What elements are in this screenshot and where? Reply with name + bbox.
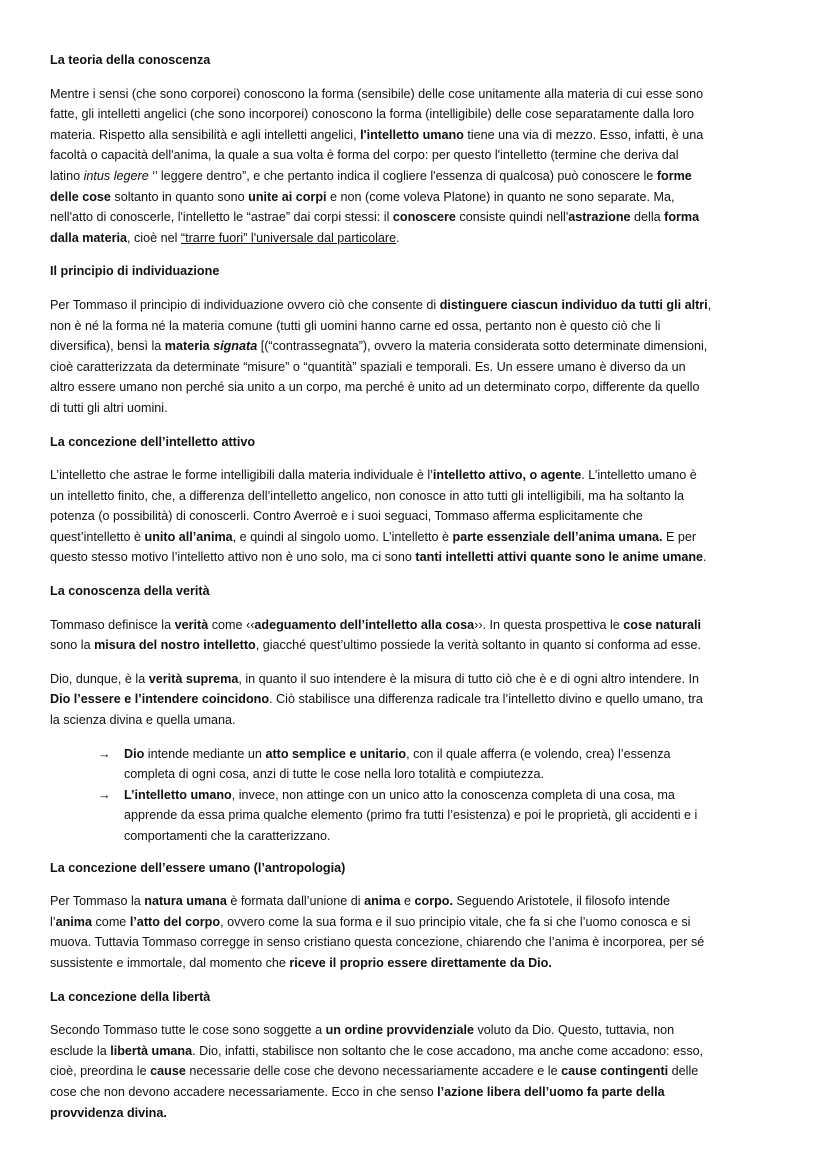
text-line	[50, 710, 790, 731]
text-run: facoltà o capacità dell'anima, la quale a sua volta è forma del corpo: per questo l'intelletto (termine che deriva dal	[50, 148, 679, 163]
text-run: di tutti gli altri uomini.	[50, 400, 168, 415]
text-run: cose che non devono accadere necessariamente. Ecco in che senso	[50, 1084, 438, 1099]
text-run: L’intelletto che astrae le forme intelligibili dalla materia individuale è l’	[50, 468, 433, 483]
text-run: necessarie delle cose che devono necessariamente accadere e le	[185, 1064, 562, 1079]
text-run: Per Tommaso la	[50, 894, 145, 909]
bold-text: conoscere	[392, 210, 456, 225]
arrow-right-icon: →	[98, 787, 111, 802]
text-run: esclude la	[50, 1043, 111, 1058]
text-run: cioè, preordina le	[50, 1064, 151, 1079]
section-heading: La teoria della conoscenza	[50, 53, 211, 67]
paragraph	[50, 465, 790, 568]
text-run: .	[396, 230, 400, 245]
bold-text: Dio l’essere e l’intendere coincidono	[50, 692, 270, 707]
text-line	[124, 744, 790, 765]
bold-text: un ordine provvidenziale	[325, 1023, 474, 1038]
bold-text: cose naturali	[623, 617, 701, 632]
text-line	[50, 398, 790, 419]
text-run: ,	[707, 297, 712, 312]
paragraph	[50, 891, 790, 973]
text-line	[50, 145, 790, 166]
text-line	[50, 207, 790, 228]
section-heading: La concezione dell’intelletto attivo	[50, 434, 256, 449]
text-line	[50, 547, 790, 568]
bold-text: corpo.	[414, 894, 453, 909]
text-run: nell'atto di conoscerle, l'intelletto le “astrae” dai corpi stessi: il	[50, 210, 393, 225]
bullet-item	[50, 785, 790, 847]
text-run: , cioè nel	[127, 230, 181, 245]
text-run: altro essere umano non perché sia unito a un corpo, ma perché è unito ad un determinato corpo, differente da quello	[50, 380, 700, 395]
bold-text: forma	[664, 210, 700, 225]
text-run: apprende da essa prima qualche elemento (primo fra tutti l’esistenza) e poi le proprietà, gli accidenti e i	[124, 808, 698, 823]
text-line	[50, 295, 790, 316]
text-run: . L’intelletto umano è	[581, 468, 697, 483]
text-line	[50, 228, 790, 249]
bold-text: signata	[213, 339, 258, 354]
text-run: Dio, dunque, è la	[50, 671, 149, 686]
text-line	[50, 377, 790, 398]
text-line	[124, 826, 790, 847]
bold-text: distinguere ciascun individuo da tutti gli altri	[439, 297, 708, 312]
section-heading: La concezione della libertà	[50, 989, 211, 1004]
paragraph	[50, 295, 790, 419]
text-line	[50, 357, 790, 378]
text-line	[50, 316, 790, 337]
bold-text: cause	[150, 1064, 186, 1079]
paragraph	[50, 1020, 790, 1123]
text-run: diversifica), bensì la	[50, 339, 165, 354]
bold-text: atto semplice e unitario	[265, 746, 407, 761]
text-run: E per	[662, 529, 697, 544]
bold-text: forme	[656, 168, 692, 183]
bold-text: l’azione libera dell’uomo fa parte della	[437, 1084, 665, 1099]
text-run: Seguendo Aristotele, il filosofo intende	[452, 894, 671, 909]
text-run: soltanto in quanto sono	[110, 189, 249, 204]
bullet-list	[50, 744, 790, 847]
bold-text: cause contingenti	[561, 1064, 669, 1079]
text-line	[124, 785, 790, 806]
underlined-text: “trarre fuori” l'universale dal particolare	[180, 230, 397, 245]
bold-text: Dio	[124, 746, 145, 761]
text-line	[50, 669, 790, 690]
text-run: , ovvero come la sua forma e il suo principio vitale, che fa si che l’uomo conosca e si	[220, 914, 691, 929]
text-run: latino	[50, 168, 84, 183]
bold-text: verità	[174, 617, 209, 632]
section-heading: La concezione dell’essere umano (l’antropologia)	[50, 860, 346, 875]
section-heading: La conoscenza della verità	[50, 584, 210, 599]
text-run: è formata dall’unione di	[226, 894, 365, 909]
text-run: completa di ogni cosa, anzi di tutte le cose nella loro totalità e compiutezza.	[124, 767, 545, 782]
text-line	[50, 615, 790, 636]
text-run: . Ciò stabilisce una differenza radicale tra l’intelletto divino e quello umano, tra	[269, 692, 703, 707]
text-line	[50, 1041, 790, 1062]
bold-text: tanti intelletti attivi quante sono le anime umane	[415, 550, 704, 565]
bold-text: dalla materia	[50, 230, 128, 245]
text-run: come	[92, 914, 130, 929]
bold-text: riceve il proprio essere direttamente da Dio.	[289, 955, 552, 970]
text-run: muova. Tuttavia Tommaso corregge in senso cristiano questa concezione, chiarendo che l’anima è incorporea, per sé	[50, 935, 705, 950]
text-line	[50, 104, 790, 125]
text-line	[50, 465, 790, 486]
text-run: ‘’ leggere dentro”, e che pertanto indica il cogliere l'essenza di qualcosa) può conoscere le	[148, 168, 657, 183]
text-run: sussistente e immortale, dal momento che	[50, 955, 290, 970]
bold-text: natura umana	[144, 894, 227, 909]
bold-text: unite ai corpi	[248, 189, 327, 204]
bold-text: anima	[364, 894, 401, 909]
text-line	[50, 689, 790, 710]
bold-text: l’atto del corpo	[129, 914, 221, 929]
text-run: , e quindi al singolo uomo. L’intelletto è	[232, 529, 453, 544]
paragraph	[50, 615, 790, 656]
text-line	[50, 166, 790, 187]
section-heading: Il principio di individuazione	[50, 264, 220, 279]
text-line	[50, 84, 790, 105]
text-run: potenza (o possibilità) di conoscerli. Contro Averroè e i suoi seguaci, Tommaso afferma esplicitamente che	[50, 509, 643, 524]
text-line	[50, 1061, 790, 1082]
text-line	[50, 506, 790, 527]
bold-text: misura del nostro intelletto	[94, 638, 256, 653]
text-run: fatte, gli intelletti angelici (che sono incorporei) conoscono la forma (intelligibile) delle cose separatamente dalla loro	[50, 107, 695, 122]
bold-text: provvidenza divina.	[50, 1105, 167, 1120]
bold-text: delle cose	[50, 189, 111, 204]
document-page	[50, 50, 790, 1136]
text-run: come ‹‹	[208, 617, 255, 632]
bold-text: L’intelletto umano	[124, 787, 232, 802]
text-line	[50, 912, 790, 933]
text-run: Secondo Tommaso tutte le cose sono soggette a	[50, 1023, 326, 1038]
text-run: l’	[50, 914, 56, 929]
text-run: .	[703, 550, 707, 565]
text-line	[50, 1020, 790, 1041]
text-run: e non (come voleva Platone) in quanto ne sono separate. Ma,	[326, 189, 675, 204]
text-run: comportamenti che la caratterizzano.	[124, 829, 331, 843]
bold-text: adeguamento dell’intelletto alla cosa	[254, 617, 475, 632]
text-run: non è né la forma né la materia comune (tutti gli uomini hanno carne ed ossa, pertanto non è questo ciò che li	[50, 318, 661, 333]
text-line	[50, 635, 790, 656]
text-run: sono la	[50, 638, 95, 653]
text-run: , in quanto il suo intendere è la misura di tutto ciò che è e di ogni altro intendere. In	[238, 671, 699, 686]
bold-text: intelletto attivo, o agente	[432, 468, 582, 483]
text-line	[124, 805, 790, 826]
text-run: , invece, non attinge con un unico atto la conoscenza completa di una cosa, ma	[231, 787, 675, 802]
text-run: . Dio, infatti, stabilisce non soltanto che le cose accadono, ma anche come accadono: esso,	[192, 1043, 704, 1058]
text-line	[50, 125, 790, 146]
bold-text: unito all’anima	[144, 529, 233, 544]
paragraph	[50, 669, 790, 731]
bold-text: verità suprema	[148, 671, 239, 686]
text-line	[124, 764, 790, 785]
text-run: , giacché quest’ultimo possiede la verità soltanto in quanto si conforma ad esse.	[255, 638, 701, 653]
text-run: consiste quindi nell'	[455, 210, 569, 225]
bullet-item	[50, 744, 790, 785]
text-line	[50, 486, 790, 507]
text-run: ››. In questa prospettiva le	[474, 617, 624, 632]
text-line	[50, 187, 790, 208]
text-run: intende mediante un	[144, 746, 266, 761]
text-line	[50, 1082, 790, 1103]
text-line	[50, 336, 790, 357]
text-line	[50, 527, 790, 548]
bold-text: anima	[55, 914, 93, 929]
text-run: cioè caratterizzata da determinate “misure” o “quantità” spaziali e temporali. Es. Un essere umano è diverso da un	[50, 359, 686, 374]
bold-text: astrazione	[568, 210, 631, 225]
text-line	[50, 1103, 790, 1124]
bold-text: libertà umana	[110, 1043, 193, 1058]
text-run: tiene una via di mezzo. Esso, infatti, è una	[463, 127, 704, 142]
italic-text: intus legere	[83, 168, 149, 183]
arrow-right-icon: →	[98, 746, 111, 761]
text-run: , con il quale afferra (e volendo, crea) l’essenza	[406, 746, 671, 761]
text-run: e	[400, 894, 415, 909]
bold-text: l'intelletto umano	[360, 127, 464, 142]
text-run: la scienza divina e quella umana.	[50, 713, 236, 728]
text-run: della	[630, 210, 665, 225]
text-run: Tommaso definisce la	[50, 617, 175, 632]
text-run: questo stesso motivo l’intelletto attivo non è uno solo, ma ci sono	[50, 550, 416, 565]
text-run: quest’intelletto è	[50, 529, 145, 544]
text-run: un intelletto finito, che, a differenza dell’intelletto angelico, non conosce in atto tutti gli intelligibili, ma ha soltanto la	[50, 488, 685, 503]
text-run: materia. Rispetto alla sensibilità e agli intelletti angelici,	[50, 127, 361, 142]
text-run: delle	[668, 1064, 699, 1079]
text-line	[50, 891, 790, 912]
text-run: Mentre i sensi (che sono corporei) conoscono la forma (sensibile) delle cose unitamente alla materia di cui esse sono	[50, 86, 704, 101]
bold-text: materia	[164, 339, 214, 354]
paragraph	[50, 84, 790, 249]
text-line	[50, 953, 790, 974]
text-run: voluto da Dio. Questo, tuttavia, non	[473, 1023, 675, 1038]
text-run: Per Tommaso il principio di individuazione ovvero ciò che consente di	[50, 297, 440, 312]
text-line	[50, 932, 790, 953]
bold-text: parte essenziale dell’anima umana.	[452, 529, 663, 544]
text-run: [(“contrassegnata”), ovvero la materia considerata sotto determinate dimensioni,	[257, 339, 708, 354]
